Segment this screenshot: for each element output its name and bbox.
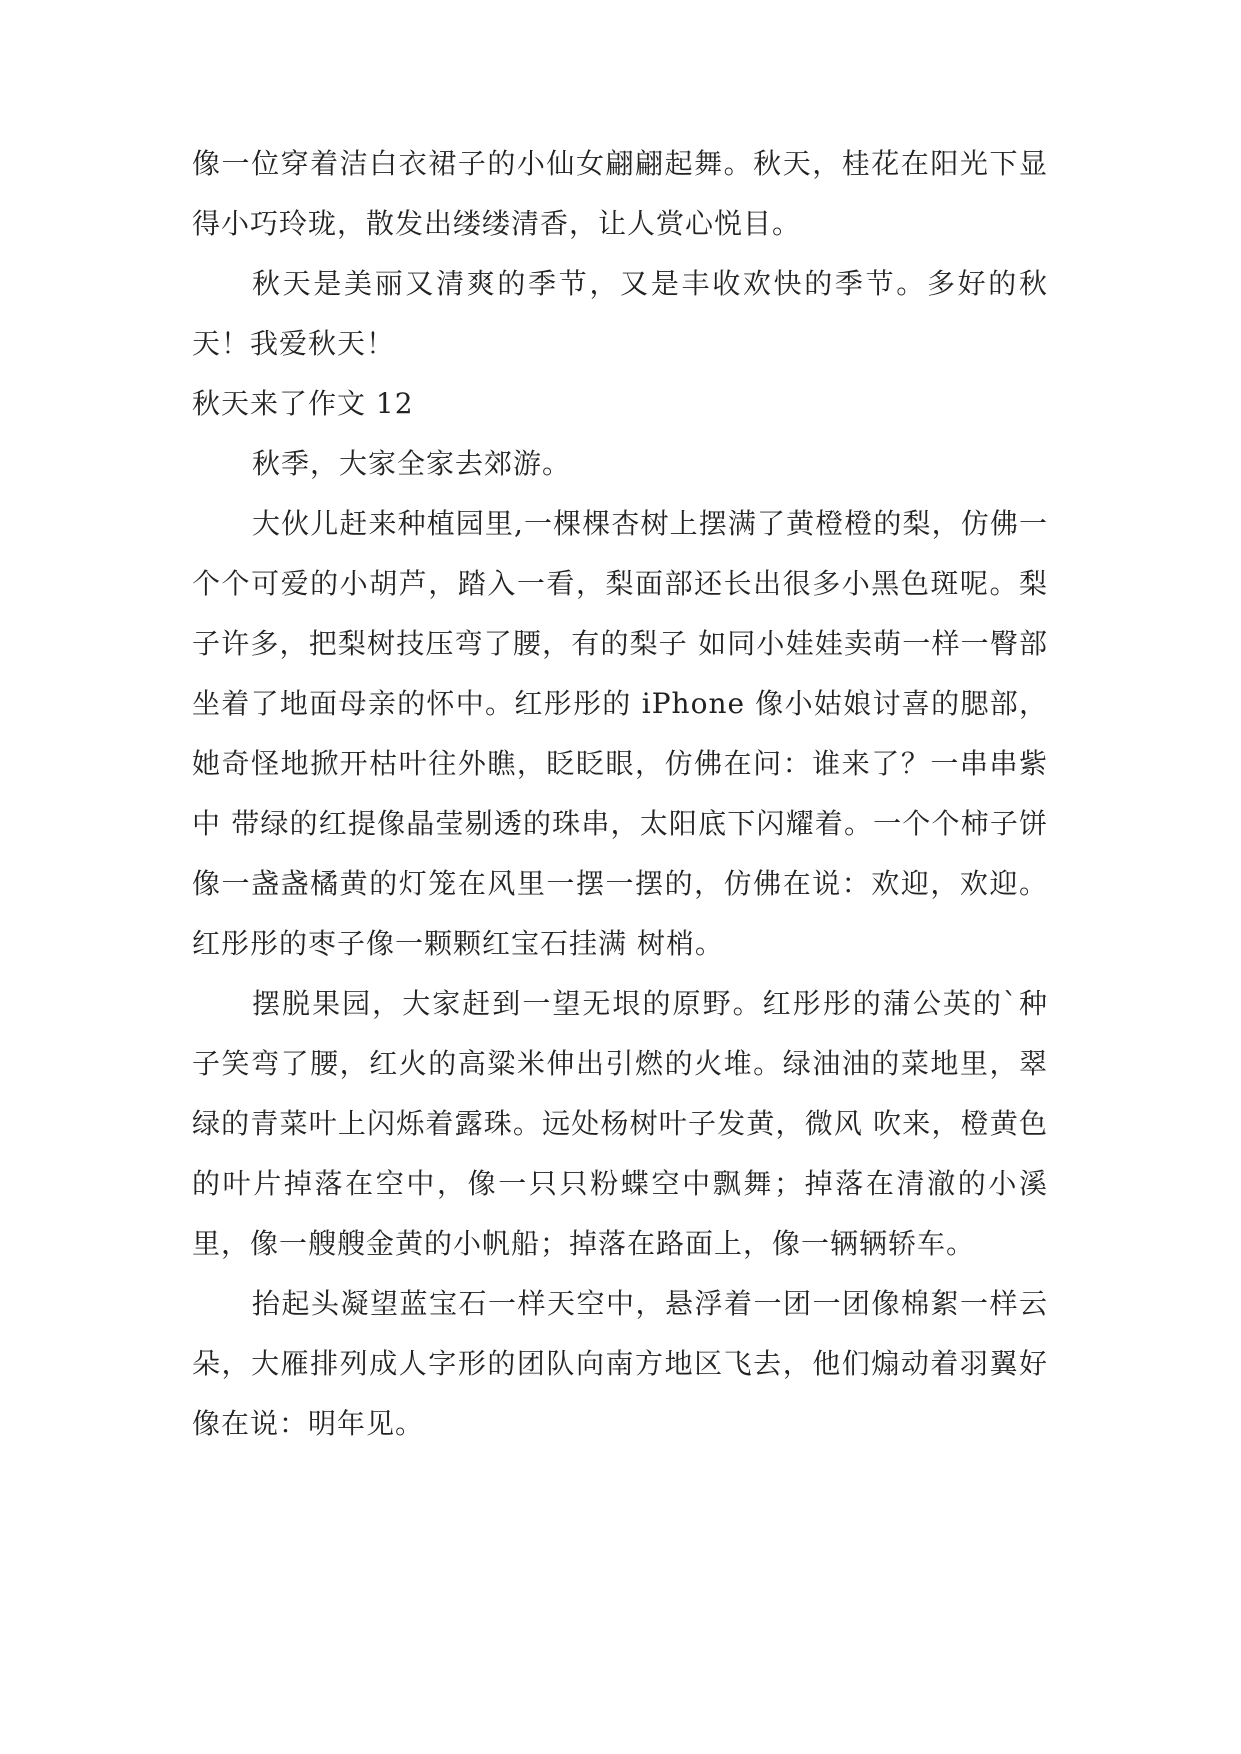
paragraph-2: 大伙儿赶来种植园里,一棵棵杏树上摆满了黄橙橙的梨，仿佛一个个可爱的小胡芦，踏入一看，梨面部还长出很多小黑色斑呢。梨子许多，把梨树技压弯了腰，有的梨子 如同小娃娃卖萌一样一臀部坐着了地面母亲的怀中。红彤彤的 iPhone 像小姑娘讨喜的腮部，她奇怪地掀开枯叶往外瞧，眨眨眼，仿佛在问：谁来了？一串串紫中 带绿的红提像晶莹剔透的珠串，太阳底下闪耀着。一个个柿子饼像一盏盏橘黄的灯笼在风里一摆一摆的，仿佛在说：欢迎，欢迎。红彤彤的枣子像一颗颗红宝石挂满 树梢。 <box>192 507 1048 960</box>
paragraph-3: 摆脱果园，大家赶到一望无垠的原野。红彤彤的蒲公英的`种子笑弯了腰，红火的高粱米伸出引燃的火堆。绿油油的菜地里，翠绿的青菜叶上闪烁着露珠。远处杨树叶子发黄，微风 吹来，橙黄色的叶片掉落在空中，像一只只粉蝶空中飘舞；掉落在清澈的小溪里，像一艘艘金黄的小帆船；掉落在路面上，像一辆辆轿车。 <box>192 987 1048 1260</box>
opening-paragraph-continuation: 像一位穿着洁白衣裙子的小仙女翩翩起舞。秋天，桂花在阳光下显得小巧玲珑，散发出缕缕清香，让人赏心悦目。 <box>192 147 1048 240</box>
paragraph-4: 抬起头凝望蓝宝石一样天空中，悬浮着一团一团像棉絮一样云朵，大雁排列成人字形的团队向南方地区飞去，他们煽动着羽翼好像在说：明年见。 <box>192 1287 1048 1440</box>
paragraph-1: 秋季，大家全家去郊游。 <box>252 447 572 480</box>
section-title: 秋天来了作文 12 <box>192 387 414 420</box>
document-body <box>192 134 1048 1454</box>
opening-paragraph-conclusion: 秋天是美丽又清爽的季节，又是丰收欢快的季节。多好的秋天！我爱秋天！ <box>192 267 1048 360</box>
